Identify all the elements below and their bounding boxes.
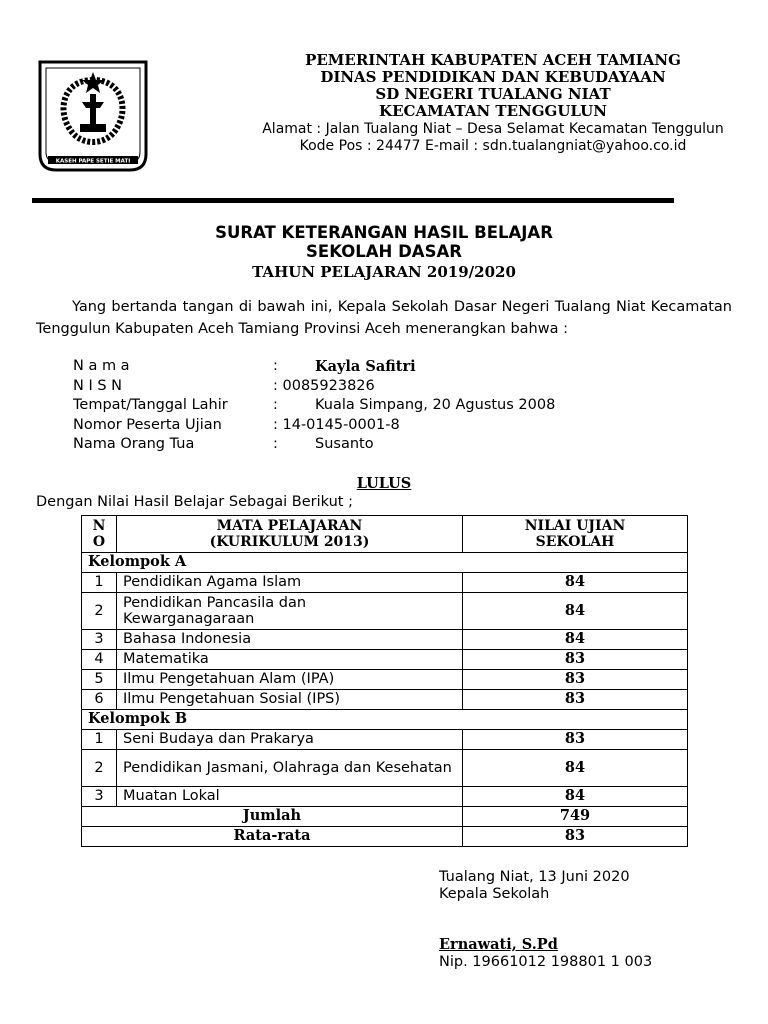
row-no: 1: [82, 573, 117, 593]
student-name: Kayla Safitri: [315, 358, 416, 375]
student-identity: [73, 357, 673, 455]
document-subtitle: SEKOLAH DASAR: [306, 242, 462, 261]
head-subject-1: MATA PELAJARAN: [216, 517, 363, 534]
total-label: Jumlah: [82, 807, 463, 827]
row-score: 84: [463, 593, 688, 630]
total-value: 749: [463, 807, 688, 827]
row-subject: Bahasa Indonesia: [117, 630, 463, 650]
average-label: Rata-rata: [82, 827, 463, 847]
row-subject: Ilmu Pengetahuan Alam (IPA): [117, 670, 463, 690]
row-score: 84: [463, 787, 688, 807]
row-score: 83: [463, 690, 688, 710]
school-name: SD NEGERI TUALANG NIAT: [375, 85, 611, 103]
row-no: 6: [82, 690, 117, 710]
signature-place-date: Tualang Niat, 13 Juni 2020: [439, 869, 630, 885]
row-no: 2: [82, 593, 117, 630]
name-separator: :: [273, 358, 278, 374]
head-subject-2: (KURIKULUM 2013): [209, 534, 370, 550]
table-row: [82, 593, 688, 630]
average-row: [82, 827, 688, 847]
row-subject: Muatan Lokal: [117, 787, 463, 807]
table-row: [82, 690, 688, 710]
row-no: 3: [82, 630, 117, 650]
row-subject: Matematika: [117, 650, 463, 670]
name-label: N a m a: [73, 358, 130, 374]
district-name: KECAMATAN TENGGULUN: [379, 102, 607, 120]
government-name: PEMERINTAH KABUPATEN ACEH TAMIANG: [305, 51, 681, 69]
row-score: 83: [463, 730, 688, 750]
graduation-status: LULUS: [356, 475, 412, 492]
signer-name: Ernawati, S.Pd: [439, 936, 558, 953]
exam-number: : 14-0145-0001-8: [273, 416, 400, 433]
table-intro: Dengan Nilai Hasil Belajar Sebagai Berikut ;: [36, 494, 353, 510]
logo-motto: KASEH PAPE SETIE MATI: [55, 158, 131, 165]
row-score: 84: [463, 630, 688, 650]
row-subject: Pendidikan Jasmani, Olahraga dan Kesehatan: [117, 750, 463, 787]
head-score-2: SEKOLAH: [535, 534, 615, 550]
row-score: 84: [463, 573, 688, 593]
row-score: 83: [463, 670, 688, 690]
group-a-label: Kelompok A: [82, 553, 688, 573]
row-subject: Pendidikan Pancasila dan Kewarganagaraan: [117, 593, 463, 630]
grades-table: [81, 515, 688, 847]
row-subject: Pendidikan Agama Islam: [117, 573, 463, 593]
row-no: 2: [82, 750, 117, 787]
table-row: [82, 630, 688, 650]
school-contact: Kode Pos : 24477 E-mail : sdn.tualangniat@yahoo.co.id: [299, 138, 687, 154]
school-emblem-logo: [34, 58, 152, 176]
head-no-2: O: [92, 534, 106, 550]
table-row: [82, 730, 688, 750]
school-address: Alamat : Jalan Tualang Niat – Desa Selamat Kecamatan Tenggulun: [262, 121, 724, 137]
row-score: 83: [463, 650, 688, 670]
table-row: [82, 787, 688, 807]
birth-label: Tempat/Tanggal Lahir: [73, 397, 228, 413]
row-no: 5: [82, 670, 117, 690]
row-subject: Ilmu Pengetahuan Sosial (IPS): [117, 690, 463, 710]
department-name: DINAS PENDIDIKAN DAN KEBUDAYAAN: [320, 68, 666, 86]
row-score: 84: [463, 750, 688, 787]
head-no-1: N: [92, 517, 106, 534]
intro-paragraph: Yang bertanda tangan di bawah ini, Kepala Sekolah Dasar Negeri Tualang Niat Kecamatan Tenggulun Kabupaten Aceh Tamiang Provinsi Aceh menerangkan bahwa :: [36, 299, 732, 337]
birth-separator: :: [273, 397, 278, 413]
signature-position: Kepala Sekolah: [439, 886, 550, 902]
letterhead-divider: [32, 198, 674, 203]
nisn-label: N I S N: [73, 377, 123, 394]
parent-separator: :: [273, 436, 278, 452]
parent-label: Nama Orang Tua: [73, 436, 195, 452]
table-row: [82, 750, 688, 787]
head-score-1: NILAI UJIAN: [524, 517, 626, 534]
row-no: 4: [82, 650, 117, 670]
total-row: [82, 807, 688, 827]
exam-number-label: Nomor Peserta Ujian: [73, 416, 222, 433]
row-no: 3: [82, 787, 117, 807]
parent-name: Susanto: [315, 436, 374, 452]
student-birth: Kuala Simpang, 20 Agustus 2008: [315, 397, 556, 413]
table-row: [82, 650, 688, 670]
student-nisn: : 0085923826: [273, 377, 375, 394]
table-header: [82, 516, 688, 553]
row-no: 1: [82, 730, 117, 750]
signer-nip: Nip. 19661012 198801 1 003: [439, 954, 653, 970]
table-row: [82, 670, 688, 690]
academic-year: TAHUN PELAJARAN 2019/2020: [252, 263, 516, 281]
row-subject: Seni Budaya dan Prakarya: [117, 730, 463, 750]
average-value: 83: [463, 827, 688, 847]
document-title: SURAT KETERANGAN HASIL BELAJAR: [215, 223, 553, 242]
group-b-label: Kelompok B: [82, 710, 688, 730]
table-row: [82, 573, 688, 593]
